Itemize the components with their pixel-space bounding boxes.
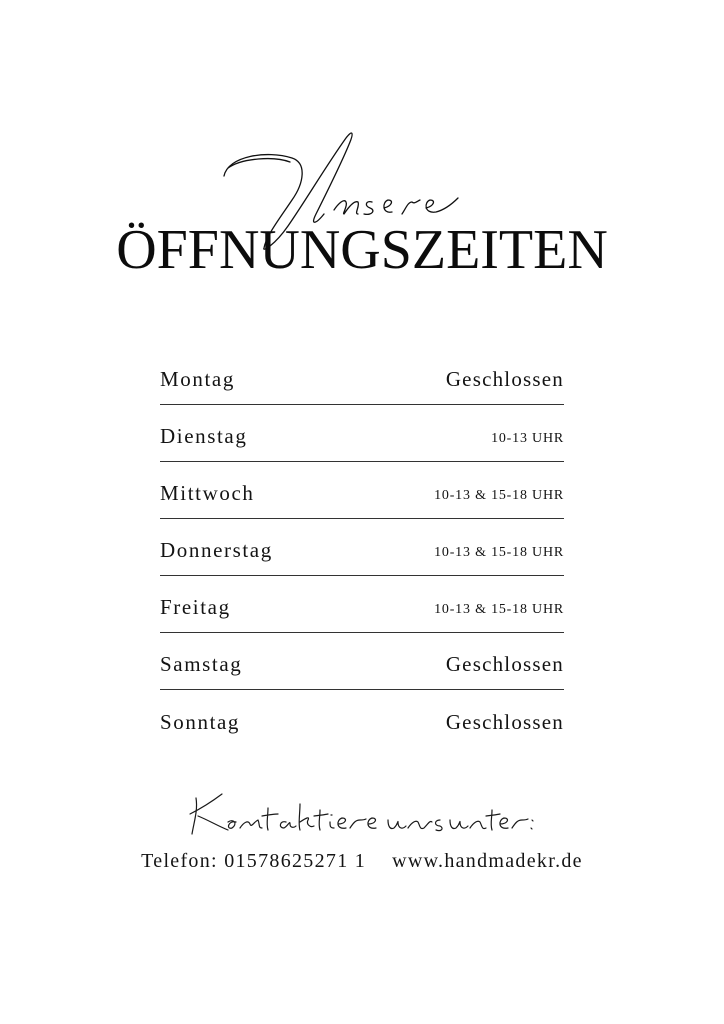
day-label: Dienstag [160,424,248,448]
day-label: Freitag [160,595,231,619]
contact-info [0,850,724,873]
website-link[interactable]: www.handmadekr.de [392,850,583,872]
hours-row-tuesday [160,405,564,462]
day-label: Samstag [160,652,243,676]
hours-row-thursday [160,519,564,576]
hours-row-wednesday [160,462,564,519]
day-label: Mittwoch [160,481,255,505]
time-value: Geschlossen [445,652,564,676]
time-value: 10-13 UHR [491,431,564,446]
hours-row-friday [160,576,564,633]
day-label: Donnerstag [160,538,273,562]
day-label: Montag [160,367,235,391]
phone-number: Telefon: 01578625271 1 [141,850,367,872]
contact-script-heading [188,790,538,840]
time-value: 10-13 & 15-18 UHR [434,545,564,560]
hours-row-sunday [160,690,564,747]
hours-row-saturday [160,633,564,690]
hours-row-monday [160,348,564,405]
day-label: Sonntag [160,710,241,734]
time-value: Geschlossen [445,710,564,734]
time-value: Geschlossen [445,367,564,391]
page-title: ÖFFNUNGSZEITEN [116,219,608,281]
time-value: 10-13 & 15-18 UHR [434,602,564,617]
time-value: 10-13 & 15-18 UHR [434,488,564,503]
opening-hours-table [160,348,564,747]
